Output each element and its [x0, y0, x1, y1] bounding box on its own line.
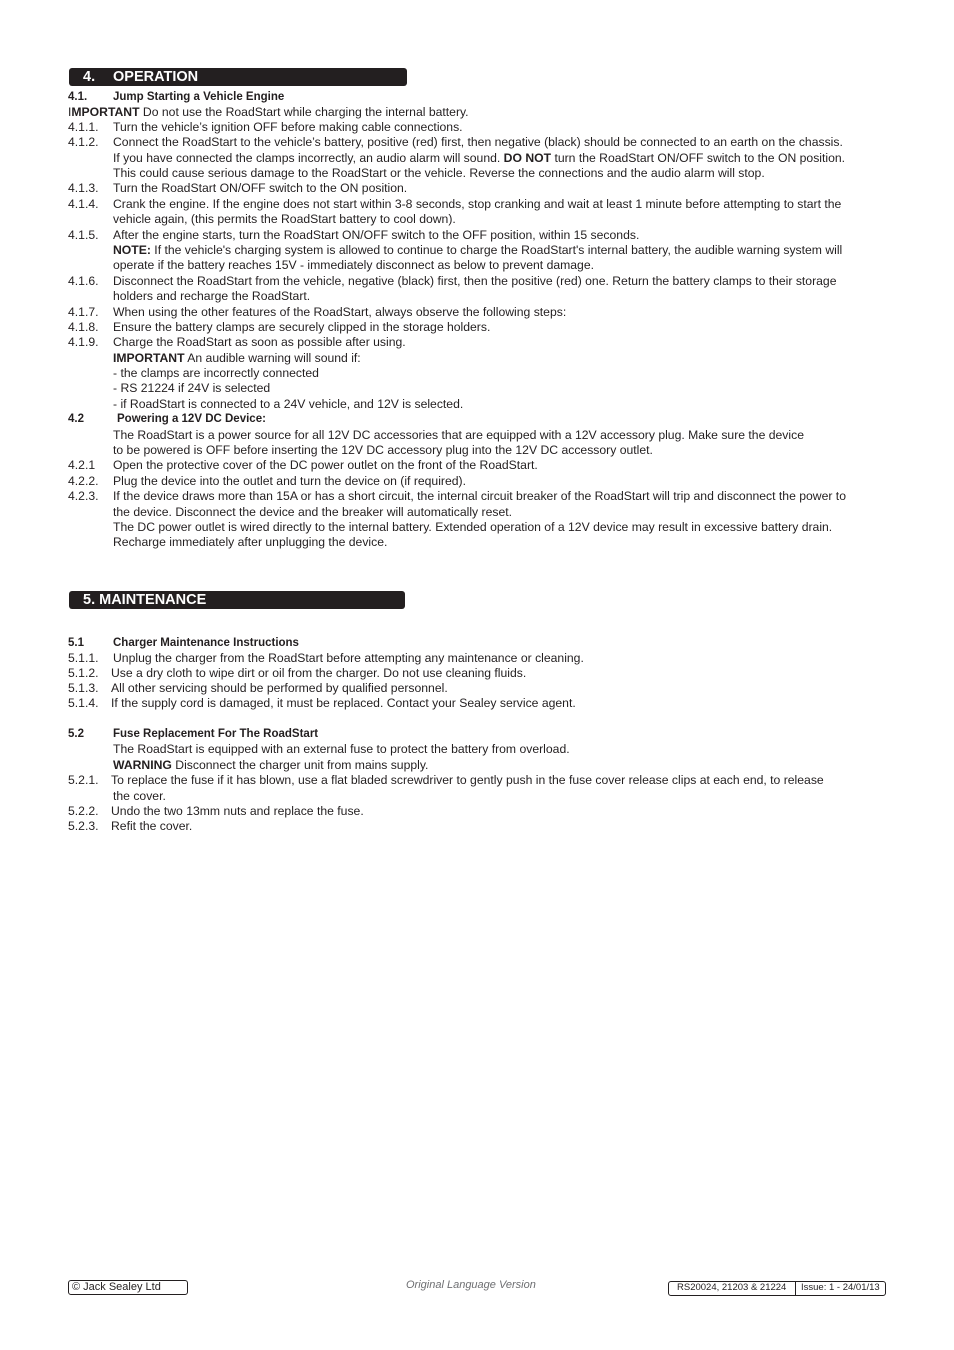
section-5-header: [69, 591, 405, 609]
subsection-title: Powering a 12V DC Device:: [117, 413, 266, 425]
copyright-box: [68, 1280, 188, 1295]
subsection-number: 4.1.: [68, 91, 88, 103]
subsection-number: 5.2: [68, 728, 84, 740]
section-4-title: OPERATION: [113, 69, 199, 85]
section-5-title: 5. MAINTENANCE: [83, 592, 207, 608]
issue-date: Issue: 1 - 24/01/13: [801, 1282, 880, 1293]
section-4-number: 4.: [83, 69, 96, 85]
important-note: IMPORTANT Do not use the RoadStart while charging the internal battery.: [68, 105, 469, 119]
section-4-header: [69, 68, 407, 86]
model-issue-box: [668, 1281, 886, 1296]
subsection-title: Charger Maintenance Instructions: [113, 637, 299, 649]
subsection-number: 5.1: [68, 637, 84, 649]
subsection-number: 4.2: [68, 413, 84, 425]
copyright-text: © Jack Sealey Ltd: [72, 1281, 161, 1293]
footer-divider: [795, 1281, 796, 1296]
model-numbers: RS20024, 21203 & 21224: [677, 1282, 787, 1293]
subsection-title: Jump Starting a Vehicle Engine: [113, 91, 285, 103]
subsection-title: Fuse Replacement For The RoadStart: [113, 728, 319, 740]
language-version-text: Original Language Version: [406, 1279, 536, 1291]
